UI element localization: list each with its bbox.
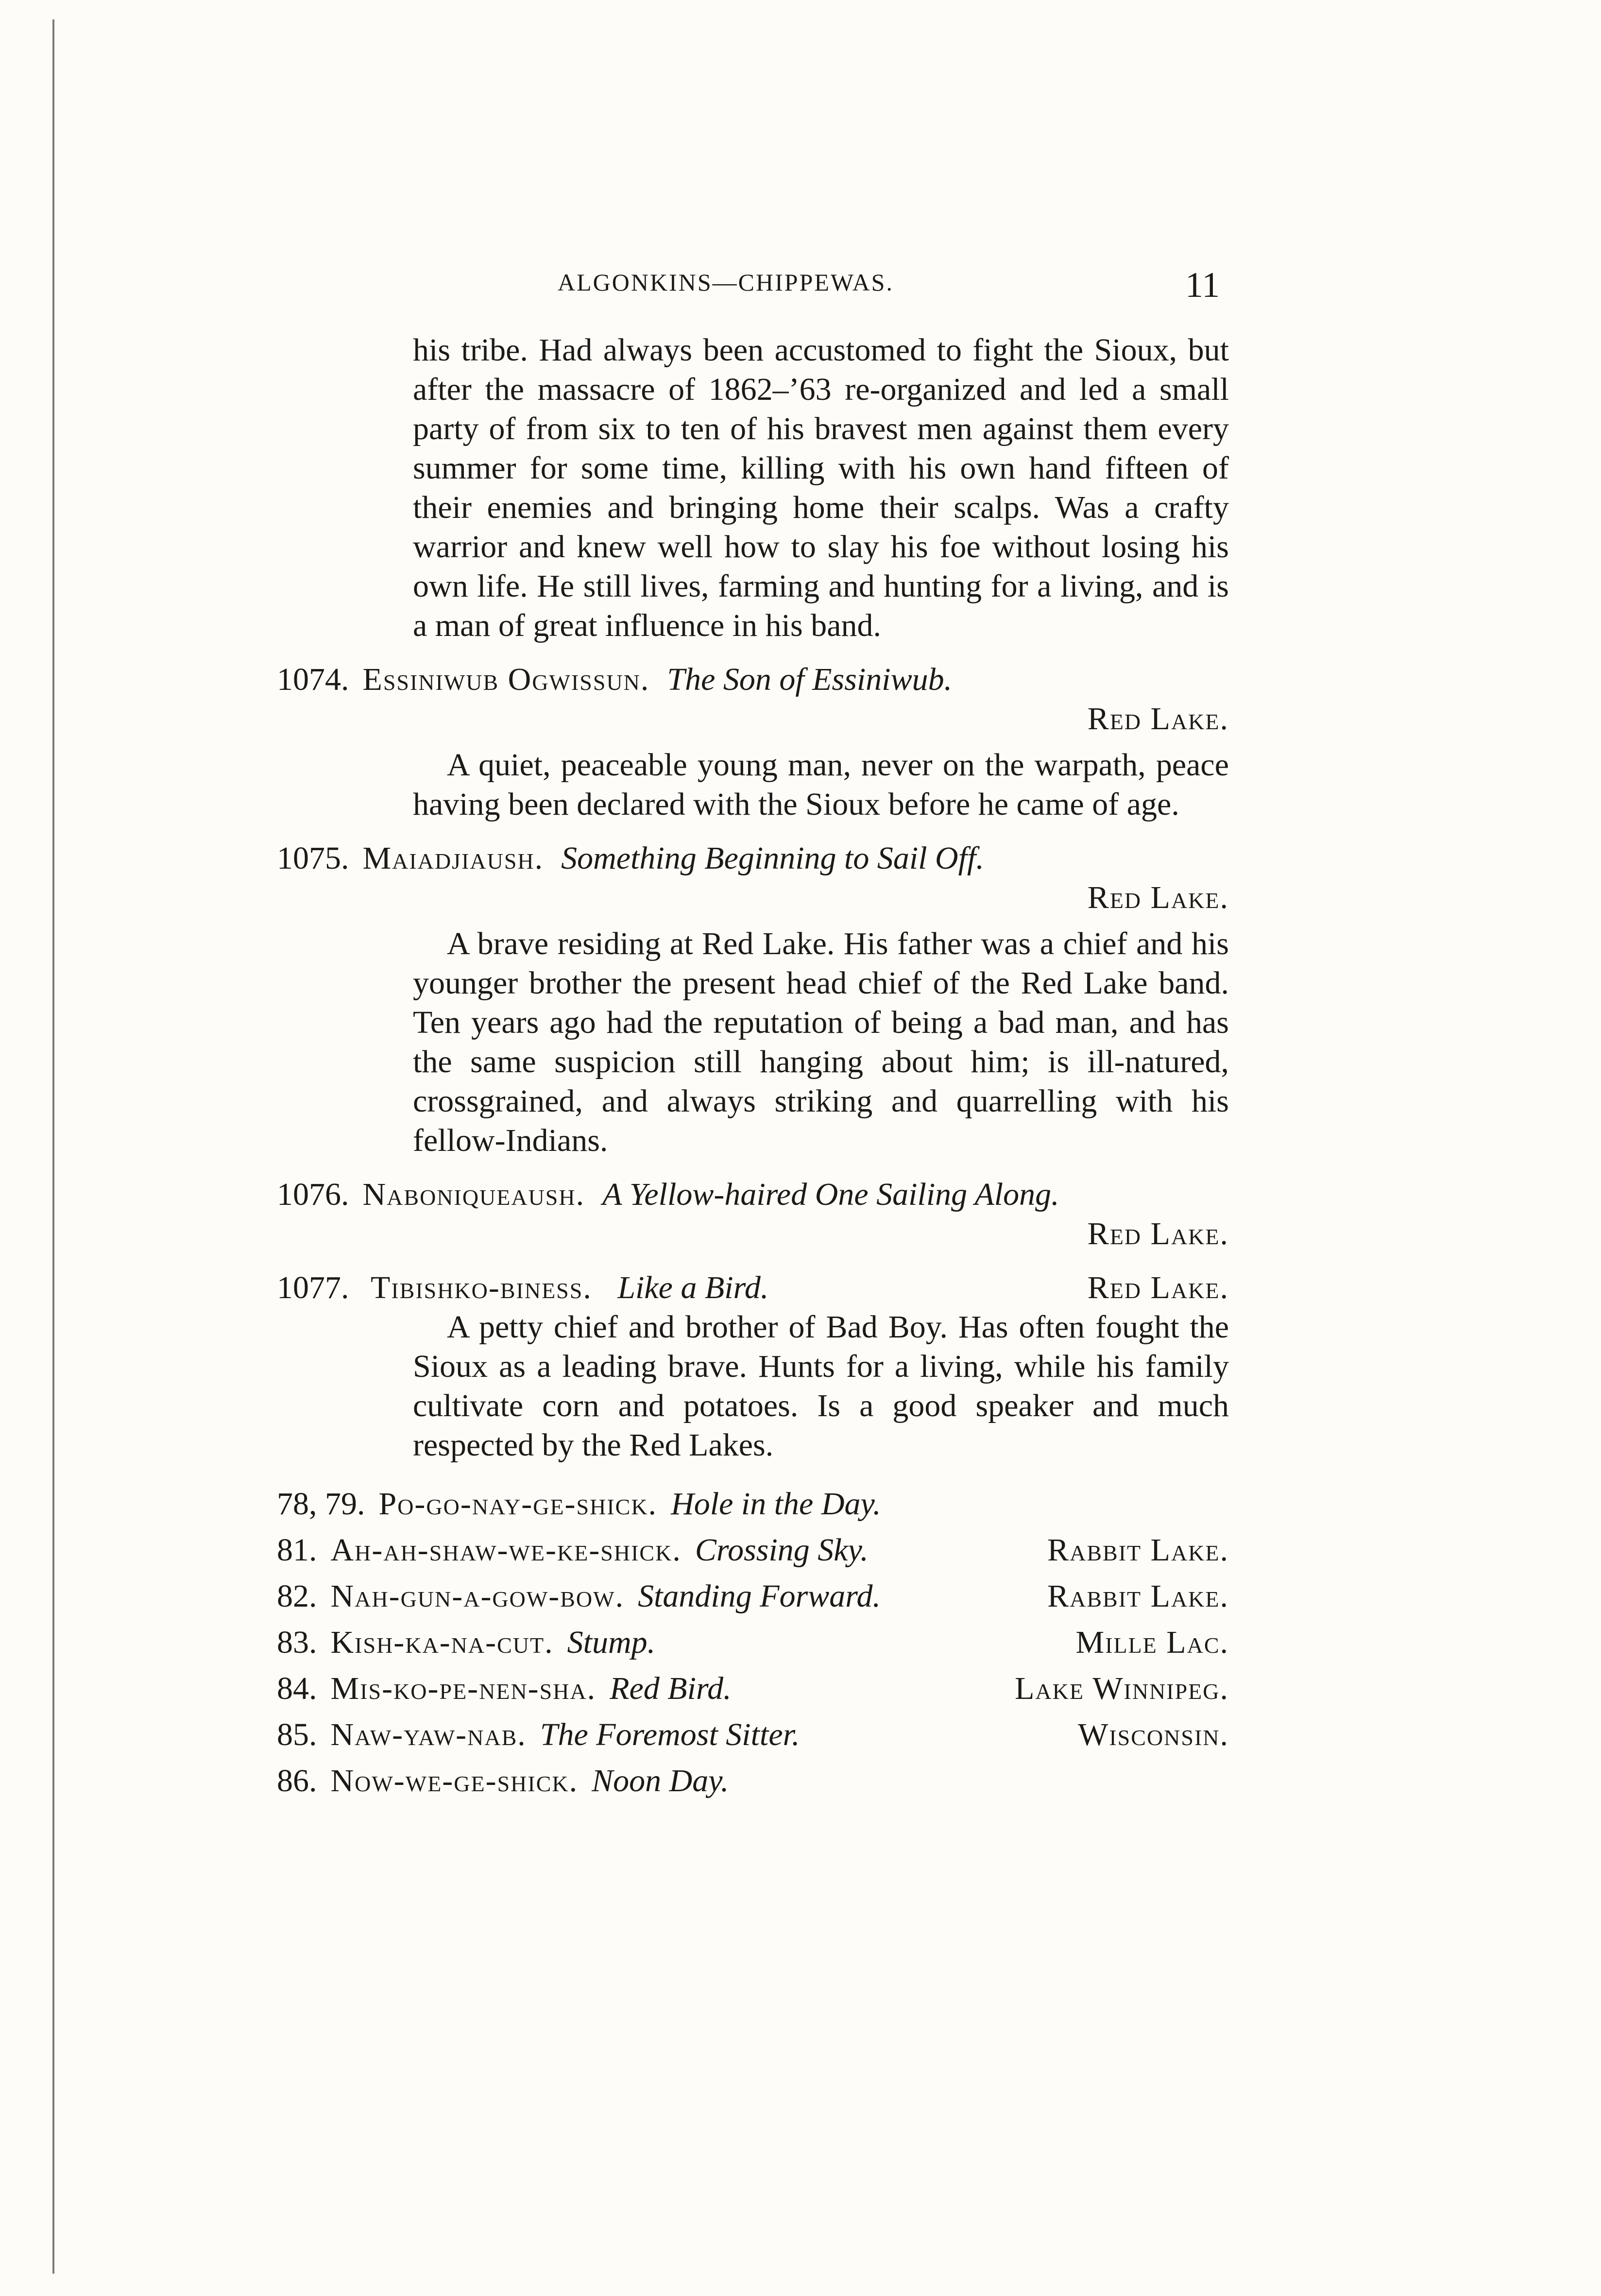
entry-translation: Hole in the Day. — [671, 1486, 881, 1522]
entry-place: Rabbit Lake. — [1047, 1532, 1229, 1568]
entry-name: Maiadjiaush. — [362, 840, 544, 876]
entry-name: Nah-gun-a-gow-bow. — [330, 1578, 625, 1614]
entry-description: A petty chief and brother of Bad Boy. Has often fought the Sioux as a leading brave. Hunts for a living, while his family cultivate corn and potatoes. Is a good speaker and much respected by the Red Lakes. — [413, 1309, 1229, 1463]
entry-place: Red Lake. — [1087, 880, 1229, 915]
page-number: 11 — [1185, 265, 1220, 305]
entry-number: 86. — [277, 1763, 317, 1799]
short-entry-list — [277, 1484, 1229, 1807]
short-entry — [277, 1623, 1229, 1669]
entry-translation: Like a Bird. — [617, 1270, 769, 1305]
catalog-entry — [277, 839, 1229, 1160]
entry-heading — [277, 1268, 1229, 1307]
entry-number: 1076. — [277, 1177, 349, 1212]
entry-number: 84. — [277, 1671, 317, 1706]
entry-heading — [277, 1175, 1229, 1214]
entry-place: Mille Lac. — [1075, 1625, 1229, 1660]
entry-translation: Standing Forward. — [638, 1578, 881, 1614]
entry-place: Red Lake. — [1087, 1216, 1229, 1251]
entry-description: A quiet, peaceable young man, never on the warpath, peace having been declared with the Sioux before he came of age. — [413, 747, 1229, 822]
catalog-entry — [277, 1175, 1229, 1253]
entry-name: Naw-yaw-nab. — [330, 1717, 527, 1752]
catalog-entry — [277, 660, 1229, 824]
entry-number: 1074. — [277, 662, 349, 697]
entry-translation: Crossing Sky. — [695, 1532, 869, 1568]
entry-name: Mis-ko-pe-nen-sha. — [330, 1671, 596, 1706]
entry-name: Now-we-ge-shick. — [330, 1763, 579, 1799]
catalog-entry — [277, 1268, 1229, 1465]
short-entry — [277, 1576, 1229, 1623]
entry-description: A brave residing at Red Lake. His father was a chief and his younger brother the present head chief of the Red Lake band. Ten years ago had the reputation of being a bad man, and has the same suspicion still hanging about him; is ill-natured, crossgrained, and always striking and quarrelling with his fellow-Indians. — [413, 926, 1229, 1158]
entry-translation: Noon Day. — [592, 1763, 729, 1799]
short-entry — [277, 1484, 1229, 1530]
entry-number: 1075. — [277, 840, 349, 876]
entry-name: Po-go-nay-ge-shick. — [378, 1486, 658, 1522]
entry-number: 82. — [277, 1578, 317, 1614]
entry-name: Ah-ah-shaw-we-ke-shick. — [330, 1532, 681, 1568]
running-title: ALGONKINS—CHIPPEWAS. — [558, 269, 894, 296]
entry-place: Rabbit Lake. — [1047, 1578, 1229, 1614]
entry-translation: The Son of Essiniwub. — [667, 662, 953, 697]
entry-name: Essiniwub Ogwissun. — [362, 662, 650, 697]
entry-translation: The Foremost Sitter. — [540, 1717, 800, 1752]
entry-place: Lake Winnipeg. — [1015, 1671, 1229, 1706]
page-body — [277, 262, 1229, 1807]
entry-translation: A Yellow-haired One Sailing Along. — [602, 1177, 1059, 1212]
short-entry — [277, 1530, 1229, 1576]
short-entry — [277, 1715, 1229, 1761]
short-entry — [277, 1761, 1229, 1807]
entry-number: 83. — [277, 1625, 317, 1660]
short-entry — [277, 1669, 1229, 1715]
continuation-paragraph: his tribe. Had always been accustomed to fight the Sioux, but after the massacre of 1862–’63 re-organized and led a small party of from six to ten of his bravest men against them every summer for some time, killing with his own hand fifteen of their enemies and bringing home their scalps. Was a crafty warrior and knew well how to slay his foe without losing his own life. He still lives, farming and hunting for a living, and is a man of great influence in his band. — [413, 332, 1229, 643]
entry-name: Naboniqueaush. — [362, 1177, 585, 1212]
entry-place: Red Lake. — [1087, 1270, 1229, 1305]
entry-translation: Stump. — [567, 1625, 656, 1660]
entry-heading — [277, 839, 1229, 878]
entry-place: Red Lake. — [1087, 701, 1229, 737]
entry-number: 78, 79. — [277, 1486, 365, 1522]
entry-translation: Red Bird. — [610, 1671, 732, 1706]
entry-heading — [277, 660, 1229, 699]
entry-number: 85. — [277, 1717, 317, 1752]
entry-name: Kish-ka-na-cut. — [330, 1625, 554, 1660]
page-binding-edge — [52, 19, 54, 2274]
entry-translation: Something Beginning to Sail Off. — [561, 840, 984, 876]
entry-name: Tibishko-biness. — [371, 1270, 592, 1305]
entry-number: 1077. — [277, 1270, 349, 1305]
entry-place: Wisconsin. — [1078, 1717, 1229, 1752]
entry-number: 81. — [277, 1532, 317, 1568]
